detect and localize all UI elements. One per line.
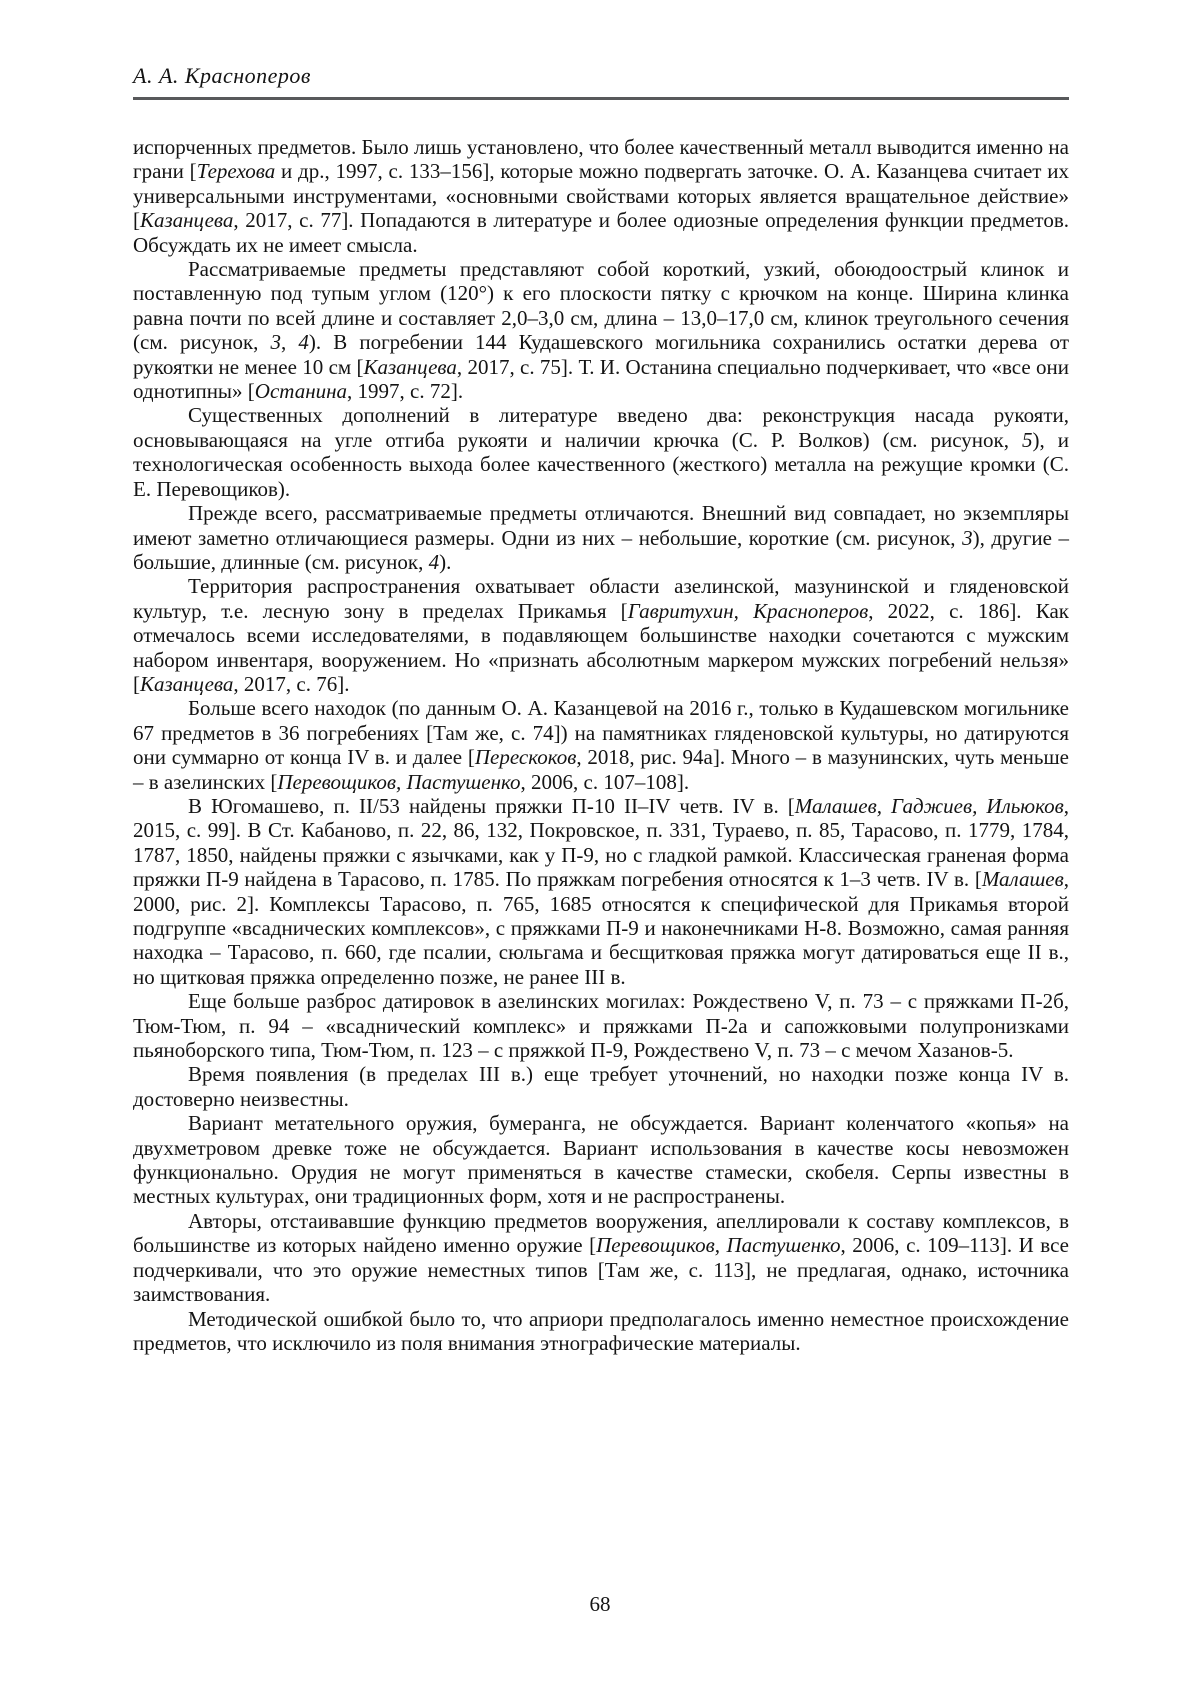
citation-author-italic: 4 — [298, 330, 309, 355]
text-run: испорченных предметов. Было лишь установлено, что более качественный металл выводится именно на грани [ — [133, 135, 1069, 184]
text-run: , 2017, с. 75]. Т. И. Останина специально подчеркивает, что «все они однотипны» [ — [133, 354, 1069, 404]
text-run: В Югомашево, п. II/53 найдены пряжки П-10 II–IV четв. IV в. [ — [188, 793, 795, 818]
text-run: Больше всего находок (по данным О. А. Казанцевой на 2016 г., только в Кудашевском могильнике 67 предметов в 36 погребениях [Там же, с. 74]) на памятниках гляденовской культуры, но датируются они суммарно от конца IV в. и далее [ — [133, 696, 1069, 770]
citation-author-italic: 4 — [428, 549, 440, 574]
paragraph — [133, 403, 1069, 501]
text-run: , 2015, с. 99]. В Ст. Кабаново, п. 22, 86, 132, Покровское, п. 331, Тураево, п. 85, Тарасово, п. 1779, 1784, 1787, 1850, найдены пряжки с язычками, как у П-9, но с гладкой рамкой. Классическая граненая форма пряжки П-9 найдена в Тарасово, п. 1785. По пряжкам погребения относятся к 1–3 четв. IV в. [ — [133, 793, 1069, 892]
text-run: Существенных дополнений в литературе введено два: реконструкция насада рукояти, основывающаяся на угле отгиба рукояти и наличии крючка (С. Р. Волков) (см. рисунок, — [133, 403, 1069, 452]
citation-author-italic: Останина — [254, 379, 348, 404]
text-run: , 2018, рис. 94а]. Много – в мазунинских, чуть меньше – в азелинских [ — [133, 745, 1069, 794]
citation-author-italic: Казанцева — [140, 208, 234, 233]
text-run: , 1997, с. 72]. — [347, 379, 464, 404]
paragraph — [133, 135, 1069, 257]
citation-author-italic: 5 — [1022, 427, 1033, 452]
citation-author-italic: Терехова — [196, 159, 276, 184]
page-footer — [0, 1592, 1200, 1617]
header-rule — [133, 97, 1069, 100]
paragraph — [133, 1209, 1069, 1307]
text-run: , 2006, с. 109–113]. И все подчеркивали, что это оружие неместных типов [Там же, с. 113], не предлагая, однако, источника заимствования. — [133, 1233, 1070, 1307]
text-run: , 2017, с. 77]. Попадаются в литературе и более одиозные определения функции предметов. Обсуждать их не имеет смысла. — [133, 208, 1069, 257]
text-run: Авторы, отстаивавшие функцию предметов вооружения, апеллировали к составу комплексов, в большинстве из которых найдено именно оружие [ — [133, 1208, 1069, 1258]
text-run: ), и технологическая особенность выхода более качественного (жесткого) металла на режущие кромки (С. Е. Перевощиков). — [133, 427, 1069, 501]
text-run: Рассматриваемые предметы представляют собой короткий, узкий, обоюдоострый клинок и поставленную под тупым углом (120°) к его плоскости пятку с крючком на конце. Ширина клинка равна почти по всей длине и составляет 2,0–3,0 см, длина – 13,0–17,0 см, клинок треугольного сечения (см. рисунок, — [133, 257, 1069, 355]
paragraph — [133, 574, 1069, 696]
text-run: Вариант метательного оружия, бумеранга, не обсуждается. Вариант коленчатого «копья» на двухметровом древке тоже не обсуждается. Вариант использования в качестве косы невозможен функционально. Орудия не могут применяться в качестве стамески, скобеля. Серпы известны в местных культурах, они традиционных форм, хотя и не распространены. — [133, 1111, 1069, 1209]
text-run: , 2017, с. 76]. — [233, 671, 350, 696]
text-run: Еще больше разброс датировок в азелинских могилах: Рождествено V, п. 73 – с пряжками П-2б, Тюм-Тюм, п. 94 – «всаднический комплекс» и пряжками П-2а и сапожковыми полупронизками пьяноборского типа, Тюм-Тюм, п. 123 – с пряжкой П-9, Рождествено V, п. 73 – с мечом Хазанов-5. — [133, 989, 1069, 1063]
text-run: , — [281, 330, 299, 355]
paragraph — [133, 1111, 1069, 1209]
page-number: 68 — [589, 1592, 611, 1616]
citation-author-italic: 3 — [962, 525, 973, 550]
citation-author-italic: Гавритухин, Красноперов — [627, 598, 869, 623]
paragraph — [133, 1062, 1069, 1111]
page-header — [133, 62, 1069, 100]
citation-author-italic: 3 — [270, 330, 282, 355]
paragraph — [133, 696, 1069, 794]
citation-author-italic: Казанцева — [140, 671, 234, 696]
citation-author-italic: Казанцева — [363, 354, 457, 379]
paragraph — [133, 501, 1069, 574]
citation-author-italic: Перевощиков, Пастушенко — [596, 1233, 841, 1258]
text-run: Время появления (в пределах III в.) еще требует уточнений, но находки позже конца IV в. достоверно неизвестны. — [133, 1062, 1069, 1111]
paragraph — [133, 257, 1069, 403]
text-run: ). В погребении 144 Кудашевского могильника сохранились остатки дерева от рукоятки не менее 10 см [ — [133, 330, 1070, 379]
text-run: Территория распространения охватывает области азелинской, мазунинской и гляденовской культур, т.е. лесную зону в пределах Прикамья [ — [133, 574, 1069, 623]
citation-author-italic: Малашев, Гаджиев, Ильюков — [794, 793, 1064, 818]
paragraph — [133, 794, 1069, 989]
text-run: Методической ошибкой было то, что априори предполагалось именно неместное происхождение предметов, что исключило из поля внимания этнографические материалы. — [133, 1306, 1069, 1355]
paragraph — [133, 989, 1069, 1062]
running-head-author: А. А. Красноперов — [133, 63, 311, 88]
text-run: , 2000, рис. 2]. Комплексы Тарасово, п. 765, 1685 относятся к специфической для Прикамья второй подгруппе «всаднических комплексов», с пряжками П-9 и наконечниками Н-8. Возможно, самая ранняя находка – Тарасово, п. 660, где псалии, сюльгама и бесщитковая пряжка могут датироваться еще II в., но щитковая пряжка определенно позже, не ранее III в. — [133, 867, 1069, 989]
article-body — [133, 135, 1069, 1355]
text-run: ), другие – большие, длинные (см. рисунок, — [133, 525, 1070, 574]
citation-author-italic: Малашев — [981, 867, 1064, 892]
text-run: , 2006, с. 107–108]. — [520, 769, 690, 794]
citation-author-italic: Перескоков — [474, 745, 577, 770]
text-run: , 2022, с. 186]. Как отмечалось всеми исследователями, в подавляющем большинстве находки сочетаются с мужским набором инвентаря, вооружением. Но «признать абсолютным маркером мужских погребений нельзя» [ — [133, 598, 1069, 696]
citation-author-italic: Перевощиков, Пастушенко — [277, 769, 521, 794]
paragraph — [133, 1307, 1069, 1356]
text-run: и др., 1997, с. 133–156], которые можно подвергать заточке. О. А. Казанцева считает их универсальными инструментами, «основными свойствами которых является вращательное действие» [ — [133, 159, 1069, 233]
text-run: Прежде всего, рассматриваемые предметы отличаются. Внешний вид совпадает, но экземпляры имеют заметно отличающиеся размеры. Одни из них – небольшие, короткие (см. рисунок, — [133, 501, 1069, 550]
text-run: ). — [439, 549, 452, 574]
